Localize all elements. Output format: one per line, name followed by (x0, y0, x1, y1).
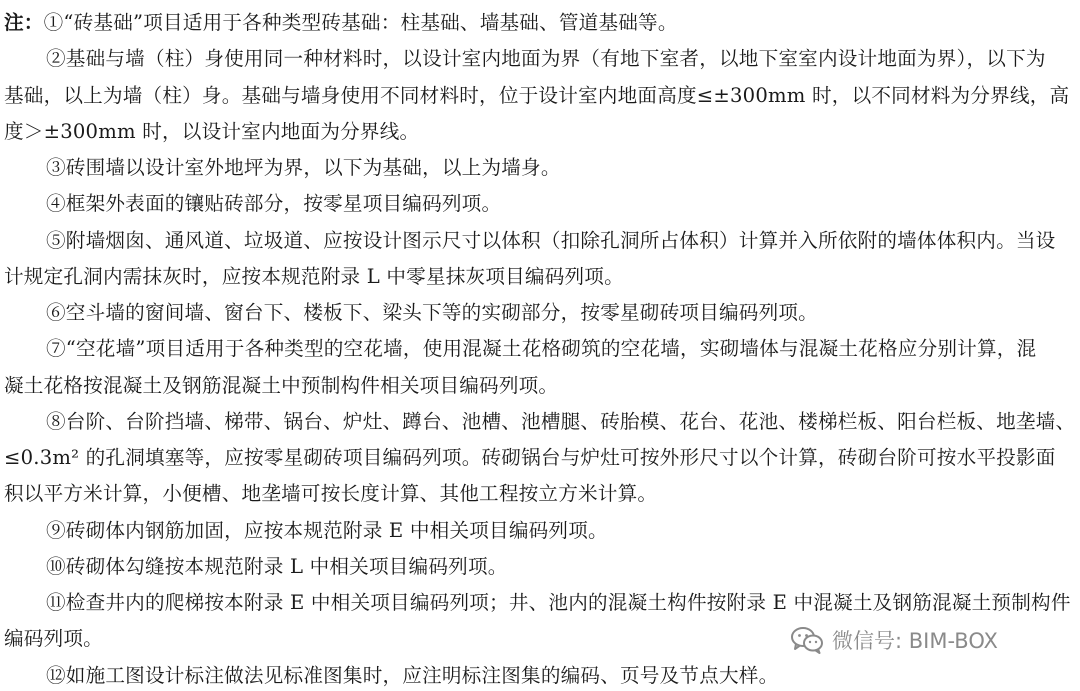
note-line-18 (4, 624, 103, 654)
note-text: ⑦“空花墙”项目适用于各种类型的空花墙，使用混凝土花格砌筑的空花墙，实砌墙体与混凝土花格应分别计算，混 (46, 337, 1037, 360)
note-line-15 (46, 516, 608, 546)
note-line-2 (46, 44, 1046, 74)
note-text: ≤0.3m² 的孔洞填塞等，应按零星砌砖项目编码列项。砖砌锅台与炉灶可按外形尺寸以个计算，砖砌台阶可按水平投影面 (4, 446, 1056, 469)
note-line-8 (4, 262, 624, 292)
note-text: ②基础与墙（柱）身使用同一种材料时，以设计室内地面为界（有地下室者，以地下室室内设计地面为界），以下为 (46, 47, 1046, 70)
note-line-16 (46, 552, 508, 582)
note-text: 积以平方米计算，小便槽、地垄墙可按长度计算、其他工程按立方米计算。 (4, 482, 658, 505)
watermark (790, 625, 998, 655)
note-line-17 (46, 588, 1071, 618)
note-line-10 (46, 334, 1036, 364)
note-text: ⑫如施工图设计标注做法见标准图集时，应注明标注图集的编码、页号及节点大样。 (46, 664, 779, 687)
note-text: ⑨砖砌体内钢筋加固，应按本规范附录 E 中相关项目编码列项。 (46, 519, 608, 542)
note-text: 基础，以上为墙（柱）身。基础与墙身使用不同材料时，位于设计室内地面高度≤±300mm 时，以不同材料为分界线，高 (4, 84, 1070, 107)
watermark-text: 微信号: BIM-BOX (832, 629, 998, 653)
note-text: ③砖围墙以设计室外地坪为界，以下为基础，以上为墙身。 (46, 156, 561, 179)
notes-label: 注： (4, 11, 44, 34)
note-text: ⑧台阶、台阶挡墙、梯带、锅台、炉灶、蹲台、池槽、池槽腿、砖胎模、花台、花池、楼梯栏板、阳台栏板、地垄墙、 (46, 410, 1076, 433)
note-line-13 (4, 443, 1056, 473)
note-text: ④框架外表面的镶贴砖部分，按零星项目编码列项。 (46, 192, 502, 215)
note-line-3 (4, 81, 1069, 111)
note-line-4 (4, 117, 419, 147)
note-line-11 (4, 371, 558, 401)
wechat-icon (790, 626, 824, 654)
note-line-7 (46, 226, 1055, 256)
note-line-12 (46, 407, 1075, 437)
note-line-1 (4, 8, 678, 38)
note-line-14 (4, 479, 657, 509)
note-line-9 (46, 298, 818, 328)
note-text: 度＞±300mm 时，以设计室内地面为分界线。 (4, 120, 420, 143)
note-text: ⑤附墙烟囱、通风道、垃圾道、应按设计图示尺寸以体积（扣除孔洞所占体积）计算并入所依附的墙体体积内。当设 (46, 229, 1056, 252)
note-line-5 (46, 153, 561, 183)
note-text: ⑩砖砌体勾缝按本规范附录 L 中相关项目编码列项。 (46, 555, 508, 578)
note-text: ⑪检查井内的爬梯按本附录 E 中相关项目编码列项；井、池内的混凝土构件按附录 E 中混凝土及钢筋混凝土预制构件 (46, 591, 1071, 614)
note-text: 凝土花格按混凝土及钢筋混凝土中预制构件相关项目编码列项。 (4, 374, 559, 397)
note-text: 计规定孔洞内需抹灰时，应按本规范附录 L 中零星抹灰项目编码列项。 (4, 265, 624, 288)
note-text: ⑥空斗墙的窗间墙、窗台下、楼板下、梁头下等的实砌部分，按零星砌砖项目编码列项。 (46, 301, 818, 324)
note-line-6 (46, 189, 501, 219)
note-text: ①“砖基础”项目适用于各种类型砖基础：柱基础、墙基础、管道基础等。 (43, 11, 678, 34)
note-text: 编码列项。 (4, 627, 103, 650)
